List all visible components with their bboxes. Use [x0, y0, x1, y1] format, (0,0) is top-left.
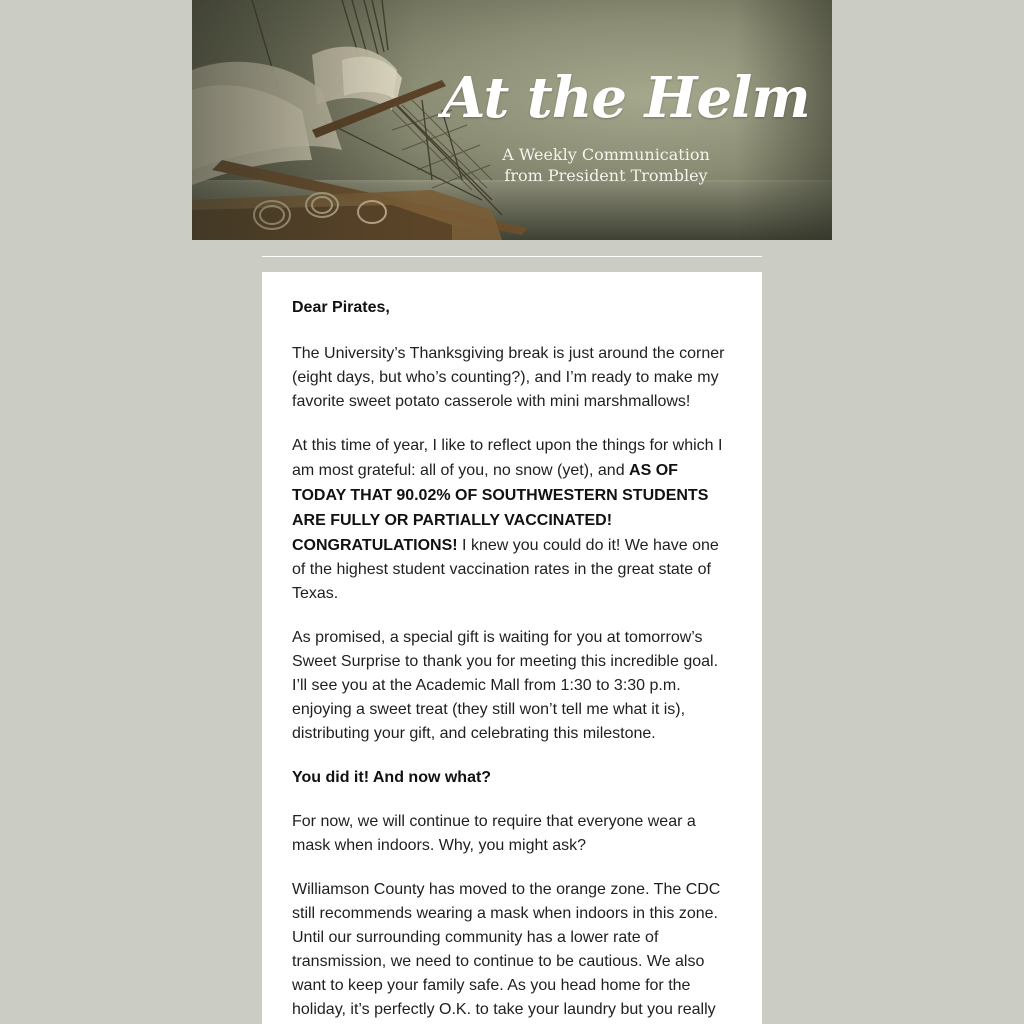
letter-body [262, 272, 762, 1022]
paragraph-masks: For now, we will continue to require that everyone wear a mask when indoors. Why, you might ask? [292, 813, 696, 854]
newsletter-title: At the Helm [442, 65, 810, 131]
header-banner [192, 0, 832, 240]
header-divider [262, 256, 762, 257]
paragraph-vaccination-start: At this time of year, I like to reflect upon the things for which I am most grateful: all of you, no snow (yet), and [292, 437, 723, 479]
subtitle-line-2: from President Trombley [504, 166, 708, 185]
paragraph-vaccination-end: I knew you could do it! We have one of the highest student vaccination rates in the great state of Texas. [292, 537, 719, 602]
vaccination-announcement: AS OF TODAY THAT 90.02% OF SOUTHWESTERN STUDENTS ARE FULLY OR PARTIALLY VACCINATED! CONGRATULATIONS! [292, 462, 709, 554]
subtitle-line-1: A Weekly Communication [502, 145, 710, 164]
section-heading: You did it! And now what? [292, 769, 492, 786]
letter-card [262, 272, 762, 1024]
newsletter-subtitle [462, 144, 750, 186]
paragraph-gift: As promised, a special gift is waiting for you at tomorrow’s Sweet Surprise to thank you for meeting this incredible goal. I’ll see you at the Academic Mall from 1:30 to 3:30 p.m. enjoying a sweet treat (they still won’t tell me what it is), distributing your gift, and celebrating this milestone. [292, 629, 719, 742]
paragraph-thanksgiving: The University’s Thanksgiving break is just around the corner (eight days, but who’s counting?), and I’m ready to make my favorite sweet potato casserole with mini marshmallows! [292, 345, 725, 410]
paragraph-vaccination [292, 434, 732, 606]
greeting: Dear Pirates, [292, 299, 390, 316]
paragraph-williamson-county: Williamson County has moved to the orange zone. The CDC still recommends wearing a mask when indoors in this zone. Until our surrounding community has a lower rate of transmission, we need to continue to be cautious. We also want to keep your family safe. As you head home for the holiday, it’s perfectly O.K. to take your laundry but you really [292, 881, 721, 1018]
